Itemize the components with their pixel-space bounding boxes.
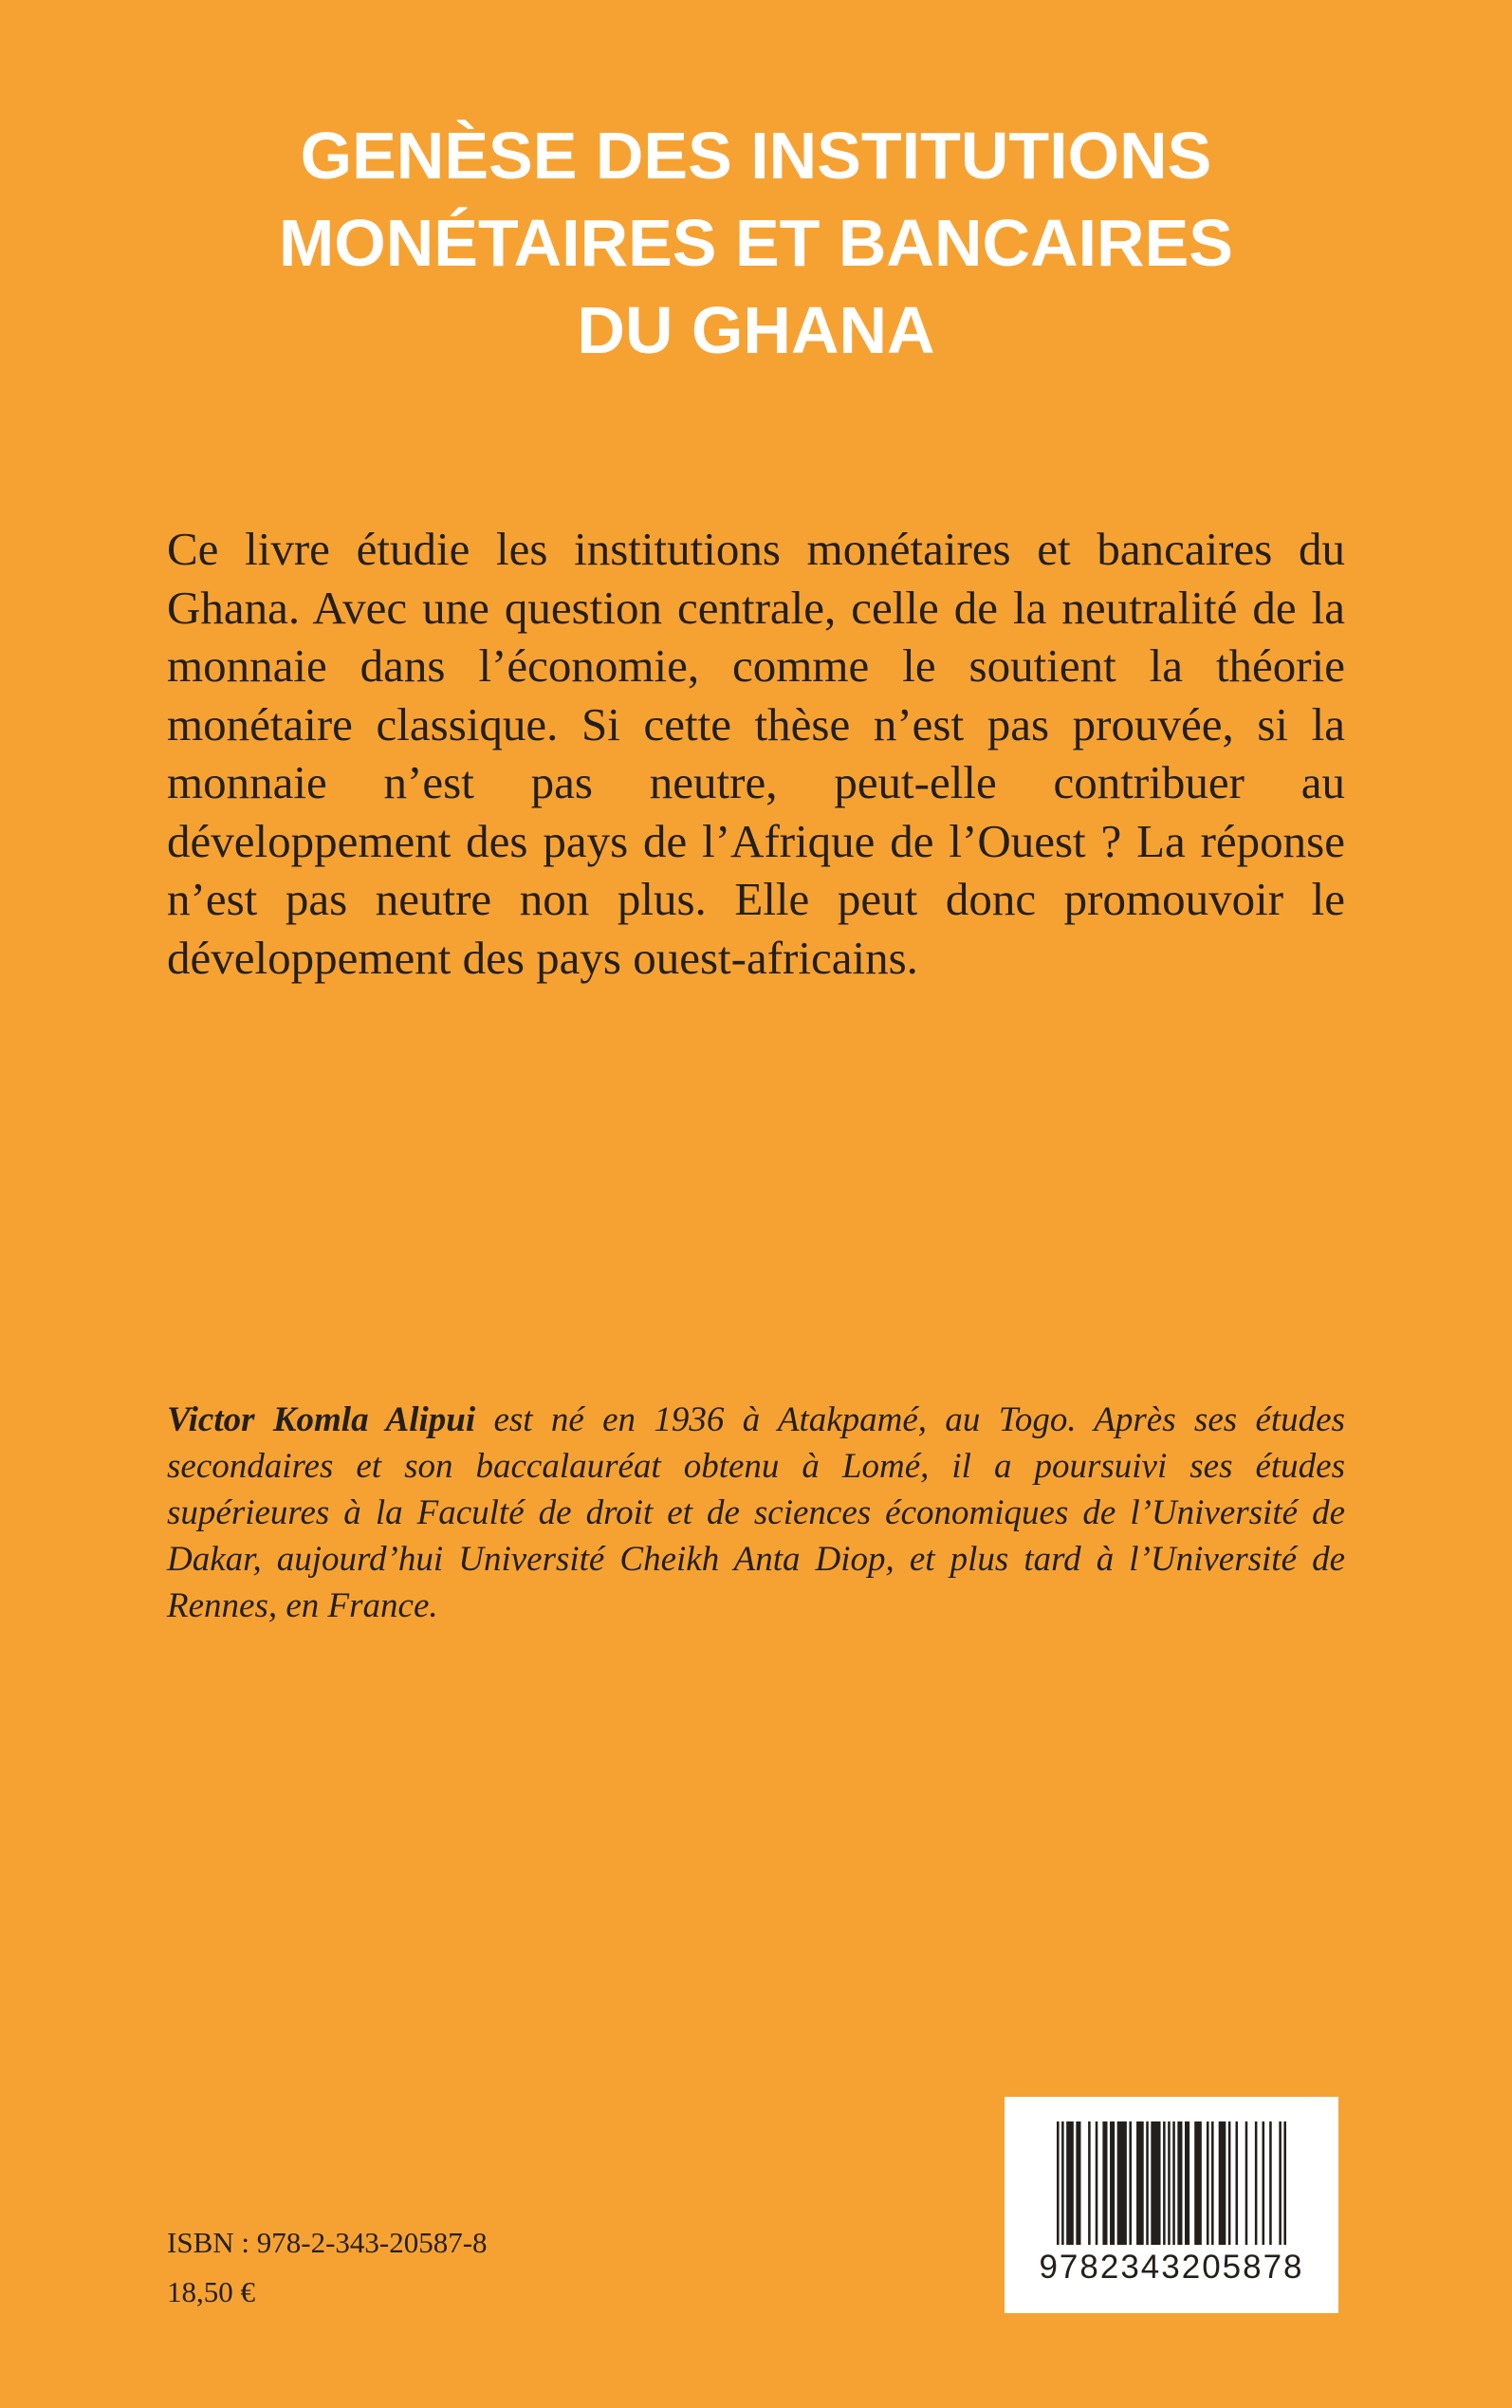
- barcode-bar: [1228, 2121, 1231, 2245]
- barcode-bar: [1096, 2121, 1098, 2245]
- barcode-bar: [1061, 2121, 1064, 2245]
- barcode-bar: [1163, 2121, 1166, 2245]
- isbn-number: ISBN : 978-2-343-20587-8: [167, 2226, 488, 2259]
- barcode-digits: 9782343205878: [1039, 2249, 1304, 2286]
- barcode-bar: [1088, 2121, 1091, 2245]
- barcode-bar: [1117, 2121, 1127, 2245]
- barcode-bar: [1219, 2121, 1226, 2245]
- barcode-bar: [1146, 2121, 1149, 2245]
- barcode-bar: [1283, 2121, 1286, 2245]
- author-biography: [167, 1397, 1345, 1629]
- barcode-bar: [1129, 2121, 1132, 2245]
- barcode-bar: [1102, 2121, 1107, 2245]
- book-title: [0, 112, 1512, 374]
- barcode-icon: [1057, 2121, 1286, 2245]
- barcode-bar: [1151, 2121, 1160, 2245]
- barcode-bar: [1172, 2121, 1175, 2245]
- title-line-1: GENÈSE DES INSTITUTIONS: [300, 119, 1212, 193]
- barcode-bar: [1279, 2121, 1282, 2245]
- barcode-bar: [1269, 2121, 1272, 2245]
- barcode-bar: [1255, 2121, 1258, 2245]
- barcode-bar: [1236, 2121, 1239, 2245]
- barcode: [1005, 2097, 1338, 2313]
- price: 18,50 €: [167, 2275, 255, 2308]
- barcode-bar: [1185, 2121, 1189, 2245]
- author-name: Victor Komla Alipui: [167, 1400, 476, 1439]
- barcode-bar: [1110, 2121, 1115, 2245]
- barcode-bar: [1245, 2121, 1248, 2245]
- barcode-bar: [1263, 2121, 1265, 2245]
- barcode-bar: [1136, 2121, 1144, 2245]
- book-summary: Ce livre étudie les institutions monétaires et bancaires du Ghana. Avec une question centrale, celle de la neutralité de la monnaie dans l’économie, comme le soutient la théorie monétaire classique. Si cette thèse n’est pas prouvée, si la monnaie n’est pas neutre, peut-elle contribuer au développement des pays de l’Afrique de l’Ouest ? La réponse n’est pas neutre non plus. Elle peut donc promouvoir le développement des pays ouest-africains.: [167, 523, 1345, 984]
- barcode-bar: [1177, 2121, 1182, 2245]
- barcode-bar: [1168, 2121, 1171, 2245]
- barcode-bar: [1207, 2121, 1209, 2245]
- barcode-bar: [1057, 2121, 1060, 2245]
- title-line-2: MONÉTAIRES ET BANCAIRES: [279, 206, 1233, 280]
- barcode-bar: [1194, 2121, 1202, 2245]
- barcode-bar: [1211, 2121, 1214, 2245]
- barcode-bar: [1066, 2121, 1074, 2245]
- barcode-bar: [1076, 2121, 1080, 2245]
- author-bio-text: est né en 1936 à Atakpamé, au Togo. Après ses études secondaires et son baccalauréat obtenu à Lomé, il a poursuivi ses études supérieures à la Faculté de droit et de sciences économiques de l’Université de Dakar, aujourd’hui Université Cheikh Anta Diop, et plus tard à l’Université de Rennes, en France.: [167, 1400, 1345, 1625]
- title-line-3: DU GHANA: [577, 293, 935, 367]
